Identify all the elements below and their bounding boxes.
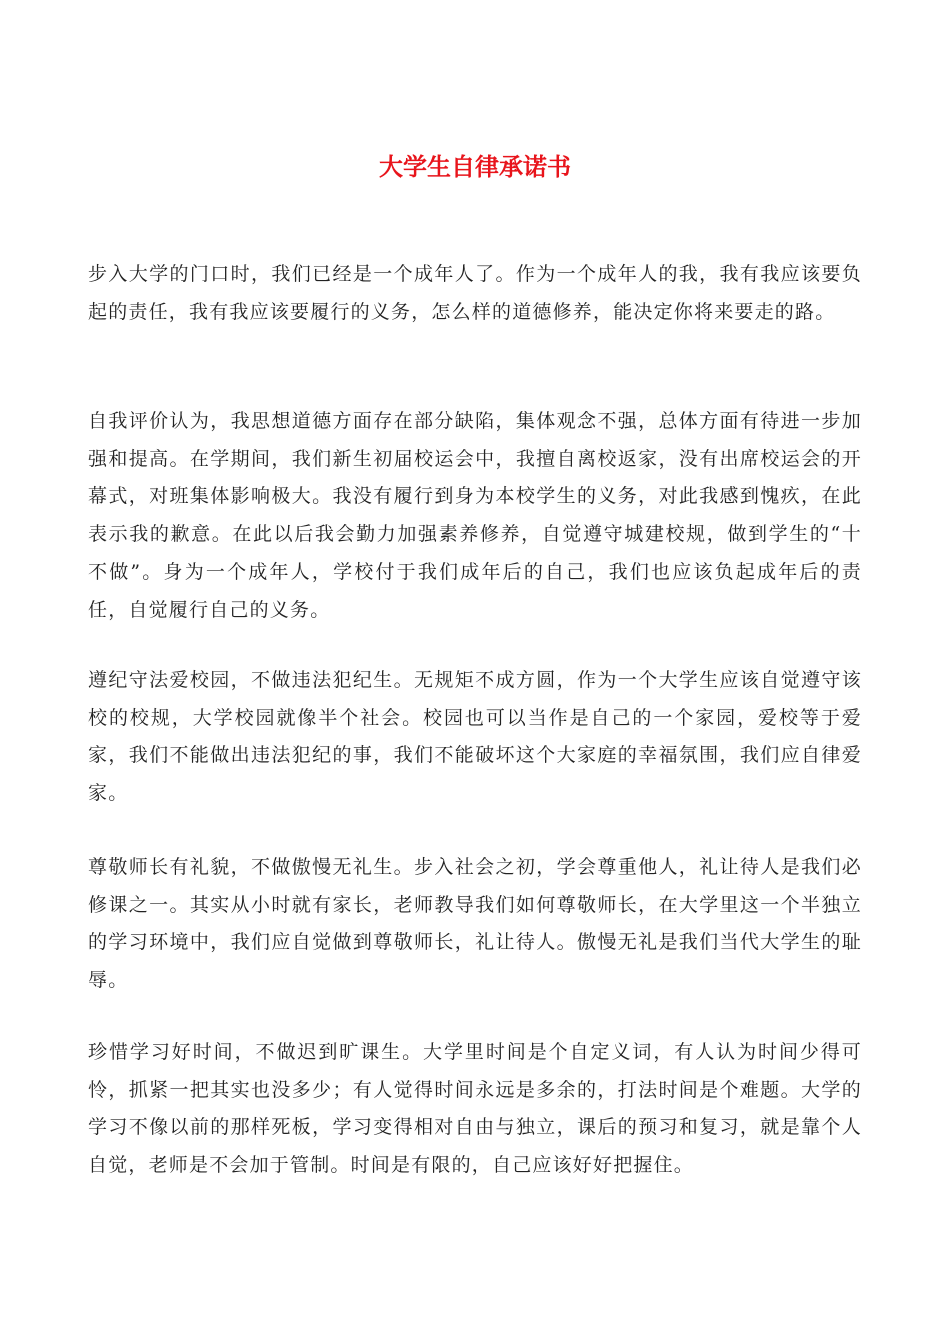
paragraph-4: 尊敬师长有礼貌，不做傲慢无礼生。步入社会之初，学会尊重他人，礼让待人是我们必修课之一。其实从小时就有家长，老师教导我们如何尊敬师长，在大学里这一个半独立的学习环境中，我们应自觉做到尊敬师长，礼让待人。傲慢无礼是我们当代大学生的耻辱。 bbox=[88, 856, 862, 992]
paragraph-2: 自我评价认为，我思想道德方面存在部分缺陷，集体观念不强，总体方面有待进一步加强和提高。在学期间，我们新生初届校运会中，我擅自离校返家，没有出席校运会的开幕式，对班集体影响极大。我没有履行到身为本校学生的义务，对此我感到愧疚，在此表示我的歉意。在此以后我会勤力加强素养修养，自觉遵守城建校规，做到学生的“十不做”。身为一个成年人，学校付于我们成年后的自己，我们也应该负起成年后的责任，自觉履行自己的义务。 bbox=[88, 410, 862, 621]
paragraph-5: 珍惜学习好时间，不做迟到旷课生。大学里时间是个自定义词，有人认为时间少得可怜，抓紧一把其实也没多少；有人觉得时间永远是多余的，打法时间是个难题。大学的学习不像以前的那样死板，学习变得相对自由与独立，课后的预习和复习，就是靠个人自觉，老师是不会加于管制。时间是有限的，自己应该好好把握住。 bbox=[88, 1041, 862, 1177]
document-title: 大学生自律承诺书 bbox=[379, 153, 571, 182]
paragraph-3: 遵纪守法爱校园，不做违法犯纪生。无规矩不成方圆，作为一个大学生应该自觉遵守该校的校规，大学校园就像半个社会。校园也可以当作是自己的一个家园，爱校等于爱家，我们不能做出违法犯纪的事，我们不能破坏这个大家庭的幸福氛围，我们应自律爱家。 bbox=[88, 669, 862, 805]
paragraph-1: 步入大学的门口时，我们已经是一个成年人了。作为一个成年人的我，我有我应该要负起的责任，我有我应该要履行的义务，怎么样的道德修养，能决定你将来要走的路。 bbox=[88, 263, 862, 323]
